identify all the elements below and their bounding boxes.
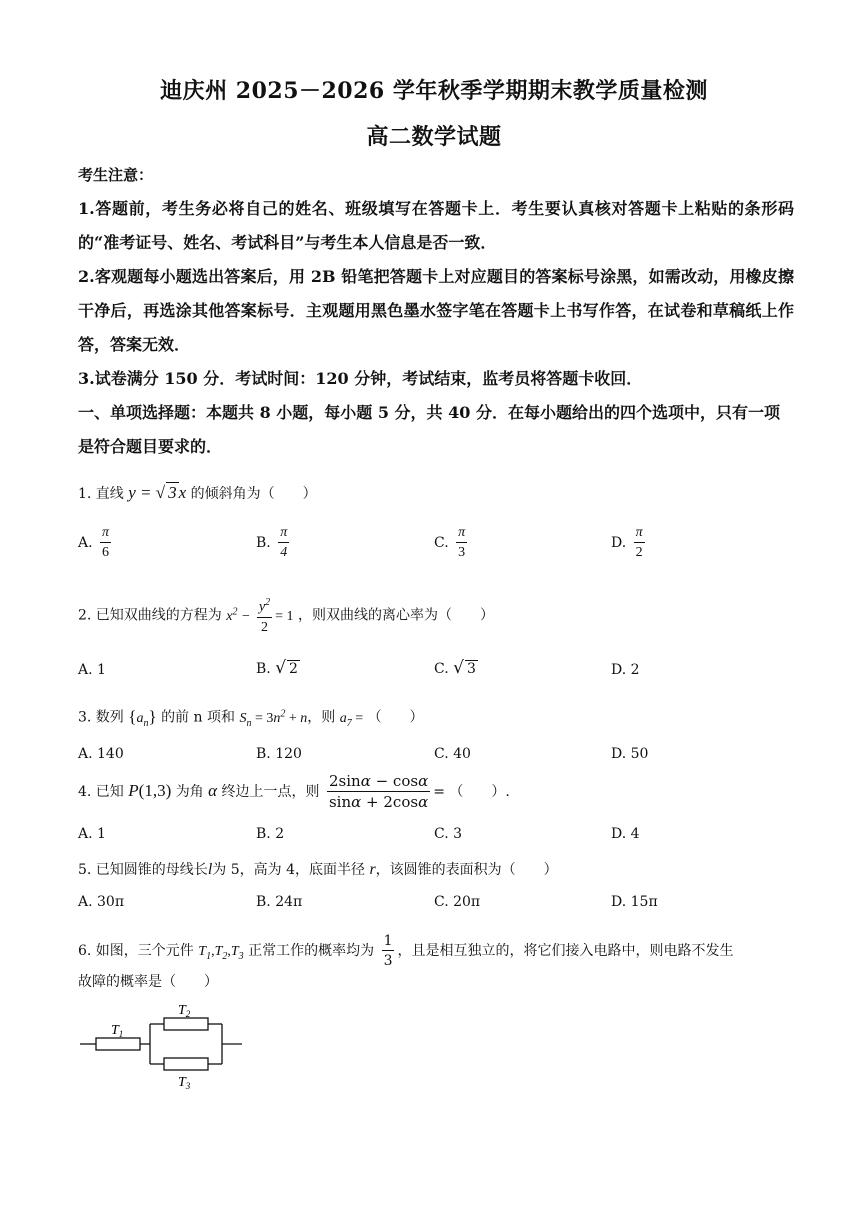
question-6 [78, 934, 794, 968]
question-5-option-b: B. 24π [256, 894, 303, 910]
question-1-option-a [78, 526, 114, 560]
term-a7: $a_7$ = [339, 710, 364, 729]
question-5-option-d: D. 15π [611, 894, 658, 910]
question-4-option-b: B. 2 [256, 826, 285, 842]
resistor-t1 [96, 1038, 140, 1050]
question-4-option-d: D. 4 [611, 826, 640, 842]
question-6-middle: 正常工作的概率均为 [248, 943, 375, 959]
circuit-diagram [78, 1000, 248, 1092]
label-t1: $T_1$ [111, 1023, 124, 1039]
question-2-formula: $x^2$ − $\frac{y^2}{2}$ = 1 [226, 597, 294, 635]
question-2-option-d: D. 2 [611, 662, 640, 678]
option-letter: D. [611, 535, 627, 551]
question-2-option-a: A. 1 [78, 662, 106, 678]
sum-formula: $S_n = 3n^2 + n$ [239, 708, 308, 729]
option-letter: C. [434, 661, 449, 677]
resistor-t3 [164, 1058, 208, 1070]
option-letter: C. [434, 535, 449, 551]
option-letter: A. [78, 535, 93, 551]
components-symbols: $T_1,T_2,T_3$ [198, 944, 244, 962]
question-5-middle: 为 5，高为 4，底面半径 [212, 862, 365, 878]
label-t3: $T_3$ [178, 1075, 191, 1091]
question-5-option-a: A. 30π [78, 894, 125, 910]
question-4-prefix: 4. 已知 [78, 784, 124, 800]
question-2-option-c [434, 658, 478, 678]
question-3-option-a: A. 140 [78, 746, 124, 762]
question-3-suffix: ，则 [307, 709, 336, 726]
question-2-suffix: ，则双曲线的离心率为（ ） [298, 607, 495, 624]
question-3-prefix: 3. 数列 [78, 709, 124, 726]
question-1-formula: y = √ 3 x [128, 483, 187, 502]
question-3-middle: 的前 n 项和 [161, 709, 235, 726]
question-5-option-c: C. 20π [434, 894, 481, 910]
trig-fraction: $\frac{2\sin\alpha - \cos\alpha}{\sin\alpha + 2\cos\alpha}$ [328, 772, 429, 811]
question-5 [78, 860, 794, 880]
question-3-end: （ ） [367, 709, 424, 726]
question-3 [78, 704, 794, 733]
exam-title: 迪庆州 2025－2026 学年秋季学期期末教学质量检测 [160, 78, 708, 104]
question-3-option-c: C. 40 [434, 746, 471, 762]
question-2 [78, 598, 794, 635]
question-1-option-d [611, 526, 648, 560]
question-1-prefix: 1. 直线 [78, 486, 124, 502]
question-2-option-b [256, 658, 300, 678]
fraction: $\frac{\pi}{2}$ [635, 525, 643, 560]
point-p: P(1,3) [128, 781, 172, 800]
option-letter: B. [256, 535, 271, 551]
question-3-option-d: D. 50 [611, 746, 649, 762]
question-6-suffix: ，且是相互独立的，将它们接入电路中，则电路不发生 [397, 943, 734, 959]
question-4-option-a: A. 1 [78, 826, 106, 842]
question-2-prefix: 2. 已知双曲线的方程为 [78, 607, 222, 624]
question-3-option-b: B. 120 [256, 746, 302, 762]
sqrt-sign: √ [453, 658, 464, 678]
radius-symbol: r [369, 861, 376, 878]
question-4-suffix: （ ）. [449, 784, 510, 800]
label-t2: $T_2$ [178, 1003, 191, 1019]
section-heading: 一、单项选择题：本题共 8 小题，每小题 5 分，共 40 分．在每小题给出的四个选项中，只有一项是符合题目要求的． [78, 403, 780, 456]
question-4-option-c: C. 3 [434, 826, 463, 842]
notice-heading: 考生注意： [78, 166, 154, 184]
question-1-option-b [256, 526, 292, 560]
radicand: 3 [466, 661, 476, 677]
question-1-suffix: 的倾斜角为（ ） [190, 486, 317, 502]
fraction: $\frac{y^2}{2}$ [258, 597, 271, 635]
fraction: $\frac{\pi}{6}$ [102, 525, 110, 560]
fraction-one-third: $\frac{1}{3}$ [383, 933, 393, 969]
sequence-symbol: $\{a_n\}$ [128, 706, 157, 729]
question-5-suffix: ，该圆锥的表面积为（ ） [375, 862, 558, 878]
question-4: 4. 已知 P(1,3) 为角 α 终边上一点，则 $\frac{2\sin\alpha - \cos\alpha}{\sin\alpha + 2\cos\alpha}$ = （ ）. [78, 772, 510, 811]
question-1-option-c [434, 526, 470, 560]
exam-subtitle: 高二数学试题 [366, 124, 502, 150]
option-letter: B. [256, 661, 271, 677]
question-1 [78, 482, 794, 504]
question-5-prefix: 5. 已知圆锥的母线长 [78, 862, 208, 878]
resistor-t2 [164, 1018, 208, 1030]
question-4-middle: 为角 [175, 784, 204, 800]
fraction: $\frac{\pi}{4}$ [280, 525, 288, 560]
fraction: $\frac{\pi}{3}$ [458, 525, 466, 560]
notice-item-1: 1.答题前，考生务必将自己的姓名、班级填写在答题卡上．考生要认真核对答题卡上粘贴的条形码的“准考证号、姓名、考试科目”与考生本人信息是否一致． [78, 199, 794, 252]
slant-length-symbol: l [207, 861, 213, 878]
sqrt-sign: √ [275, 658, 287, 678]
notice-item-3: 3.试卷满分 150 分．考试时间：120 分钟，考试结束，监考员将答题卡收回． [78, 369, 643, 388]
question-6-prefix: 6. 如图，三个元件 [78, 943, 194, 959]
question-6-line2: 故障的概率是（ ） [78, 974, 218, 990]
alpha-symbol: α [208, 781, 218, 800]
radicand: 2 [289, 661, 298, 677]
notice-item-2: 2.客观题每小题选出答案后，用 2B 铅笔把答题卡上对应题目的答案标号涂黑，如需改动，用橡皮擦干净后，再选涂其他答案标号．主观题用黑色墨水签字笔在答题卡上书写作答，在试卷和草稿纸上作答，答案无效． [78, 267, 794, 354]
question-4-middle2: 终边上一点，则 [221, 784, 320, 800]
